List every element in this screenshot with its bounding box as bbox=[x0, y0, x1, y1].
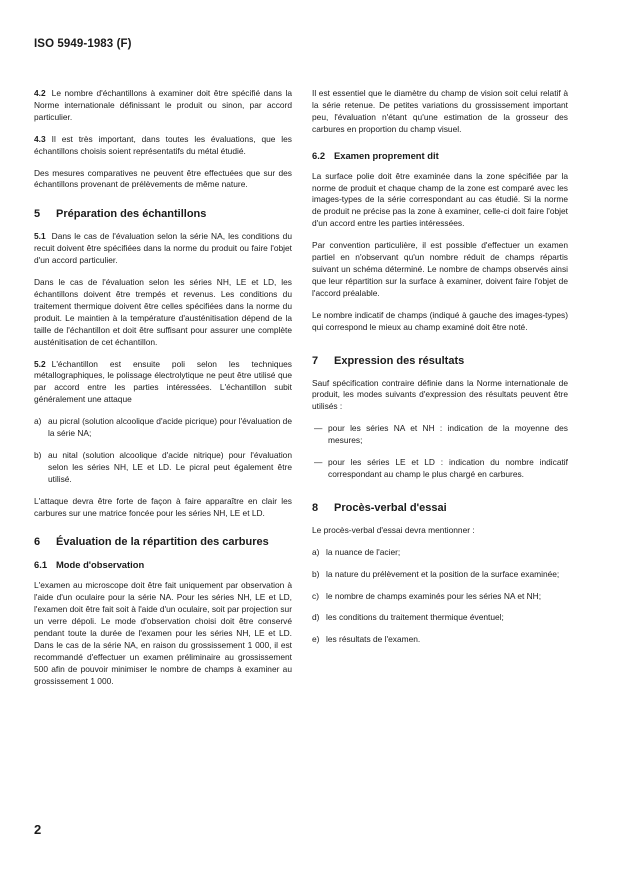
section-title: Examen proprement dit bbox=[334, 149, 439, 161]
clause-number: 4.3 bbox=[34, 133, 46, 144]
dash-item-na-nh bbox=[312, 423, 568, 447]
list-marker: b) bbox=[312, 568, 320, 579]
section-title: Préparation des échantillons bbox=[56, 208, 207, 221]
dash-text: pour les séries NA et NH : indication de la moyenne des mesures; bbox=[328, 423, 568, 446]
list-marker: b) bbox=[34, 449, 42, 460]
section-number: 5 bbox=[34, 208, 41, 221]
paragraph-convention: Par convention particulière, il est possible d'effectuer un examen partiel en n'observant qu'un nombre réduit de champs répartis suivant un schéma déterminé. Le nombre de champs observés ainsi que leur répartition sur la surface à examiner, doivent faire l'objet de l'accord préalable. bbox=[312, 240, 568, 298]
list-text: la nuance de l'acier; bbox=[326, 546, 401, 557]
section-number: 8 bbox=[312, 501, 319, 514]
section-7-heading bbox=[312, 354, 568, 368]
dash-marker: — bbox=[314, 457, 323, 468]
section-6-heading bbox=[34, 535, 292, 549]
list-marker: a) bbox=[34, 416, 42, 427]
list-item-a bbox=[34, 416, 292, 440]
paragraph-observation: L'examen au microscope doit être fait uniquement par observation à l'aide d'un oculaire pour la série NA. Pour les séries NH, LE et LD, l'examen doit être fait soit à l'aide d'un oculaire, soit par projection sur un verre dépoli. Le mode d'observation choisi doit être conservé pendant toute la durée de l'examen pour les séries NH, LE et LD. Dans le cas de la série NA, en raison du grossissement 1 000, il est recommandé d'effectuer un examen préliminaire au grossissement 500 afin de pouvoir minimiser le nombre de champs à examiner au grossissement 1 000. bbox=[34, 580, 292, 686]
section-title: Évaluation de la répartition des carbures bbox=[56, 536, 269, 549]
clause-4-2 bbox=[34, 88, 292, 124]
subsection-6-1-heading bbox=[34, 559, 292, 571]
clause-text: Le nombre d'échantillons à examiner doit être spécifié dans la Norme internationale définissant le produit ou sinon, par accord particulier. bbox=[34, 88, 292, 122]
subsection-6-2-heading bbox=[312, 150, 568, 162]
paragraph-nombre-indicatif: Le nombre indicatif de champs (indiqué à gauche des images-types) qui correspond le mieux au champ examiné doit être noté. bbox=[312, 309, 568, 332]
dash-marker: — bbox=[314, 423, 323, 434]
list-text: la nature du prélèvement et la position de la surface examinée; bbox=[326, 568, 560, 579]
paragraph-mesures: Des mesures comparatives ne peuvent être effectuées que sur des échantillons provenant de prélèvements de même nature. bbox=[34, 167, 292, 190]
paragraph-attaque: L'attaque devra être forte de façon à faire apparaître en clair les carbures sur une matrice foncée pour les séries NH, LE et LD. bbox=[34, 495, 292, 518]
section-number: 7 bbox=[312, 354, 319, 367]
section-title: Expression des résultats bbox=[334, 354, 465, 367]
clause-number: 4.2 bbox=[34, 88, 46, 98]
list-item-e bbox=[312, 634, 568, 646]
list-marker: c) bbox=[312, 590, 319, 601]
list-item-b bbox=[312, 569, 568, 581]
list-item-d bbox=[312, 612, 568, 624]
clause-5-2 bbox=[34, 359, 292, 407]
section-title: Mode d'observation bbox=[56, 559, 145, 571]
section-title: Procès-verbal d'essai bbox=[334, 501, 447, 514]
list-marker: d) bbox=[312, 612, 320, 623]
left-column bbox=[34, 88, 292, 688]
list-marker: e) bbox=[312, 634, 320, 645]
document-id: ISO 5949-1983 (F) bbox=[34, 38, 132, 50]
list-item-a bbox=[312, 547, 568, 559]
clause-5-1 bbox=[34, 231, 292, 267]
paragraph-expression: Sauf spécification contraire définie dans la Norme internationale de produit, les modes suivants d'expression des résultats peuvent être utilisés : bbox=[312, 377, 568, 412]
list-text: les résultats de l'examen. bbox=[326, 634, 421, 645]
section-5-heading bbox=[34, 207, 292, 221]
paragraph-traitement: Dans le cas de l'évaluation selon les séries NH, LE et LD, les échantillons doivent être trempés et revenus. Les conditions du traitement thermique doivent être celles spécifiées dans la norme du produit. Le maintien à la température d'austénitisation dépend de la taille de l'échantillon et doit être suffisant pour assurer une complète austénitisation de cet échantillon. bbox=[34, 277, 292, 347]
clause-number: 5.1 bbox=[34, 231, 46, 242]
clause-text: Dans le cas de l'évaluation selon la série NA, les conditions du recuit doivent être spécifiées dans la norme du produit ou faire l'objet d'un accord particulier. bbox=[34, 231, 292, 266]
paragraph-diametre: Il est essentiel que le diamètre du champ de vision soit celui relatif à la série retenue. De petites variations du grossissement important peu, l'évaluation n'étant qu'une estimation de la grosseur des carbures en proportion du champ visuel. bbox=[312, 88, 568, 134]
right-column bbox=[312, 88, 568, 646]
paragraph-proces-verbal: Le procès-verbal d'essai devra mentionner : bbox=[312, 524, 475, 535]
list-item-c bbox=[312, 591, 568, 603]
paragraph-surface: La surface polie doit être examinée dans la zone spécifiée par la norme de produit et chaque champ de la zone est comparé avec les images-types de la série correspondant au cas étudié. Si la norme de produit ne précise pas la zone à examiner, celle-ci doit faire l'objet d'un accord entre les parties intéressées. bbox=[312, 170, 568, 229]
list-text: le nombre de champs examinés pour les séries NA et NH; bbox=[326, 590, 542, 601]
list-text: au nital (solution alcoolique d'acide nitrique) pour l'évaluation selon les séries NH, LE et LD. Le picral peut également être utilisé. bbox=[48, 449, 292, 484]
clause-text: L'échantillon est ensuite poli selon les techniques métallographiques, le polissage électrolytique ne peut être utilisé que par accord entre les parties intéressées. L'échantillon subit généralement une attaque bbox=[34, 358, 292, 405]
section-number: 6 bbox=[34, 536, 41, 549]
section-8-heading bbox=[312, 501, 568, 515]
section-number: 6.1 bbox=[34, 559, 48, 571]
dash-item-le-ld bbox=[312, 457, 568, 481]
list-text: les conditions du traitement thermique éventuel; bbox=[326, 612, 504, 623]
clause-4-3 bbox=[34, 134, 292, 158]
list-item-b bbox=[34, 450, 292, 486]
page-number: 2 bbox=[34, 822, 42, 837]
clause-text: Il est très important, dans toutes les évaluations, que les échantillons choisis soient représentatifs du métal étudié. bbox=[34, 133, 292, 156]
section-number: 6.2 bbox=[312, 149, 326, 161]
dash-text: pour les séries LE et LD : indication du nombre indicatif correspondant au champ le plus chargé en carbures. bbox=[328, 457, 568, 479]
clause-number: 5.2 bbox=[34, 358, 46, 369]
list-marker: a) bbox=[312, 546, 320, 557]
list-text: au picral (solution alcoolique d'acide picrique) pour l'évaluation de la série NA; bbox=[48, 416, 292, 439]
